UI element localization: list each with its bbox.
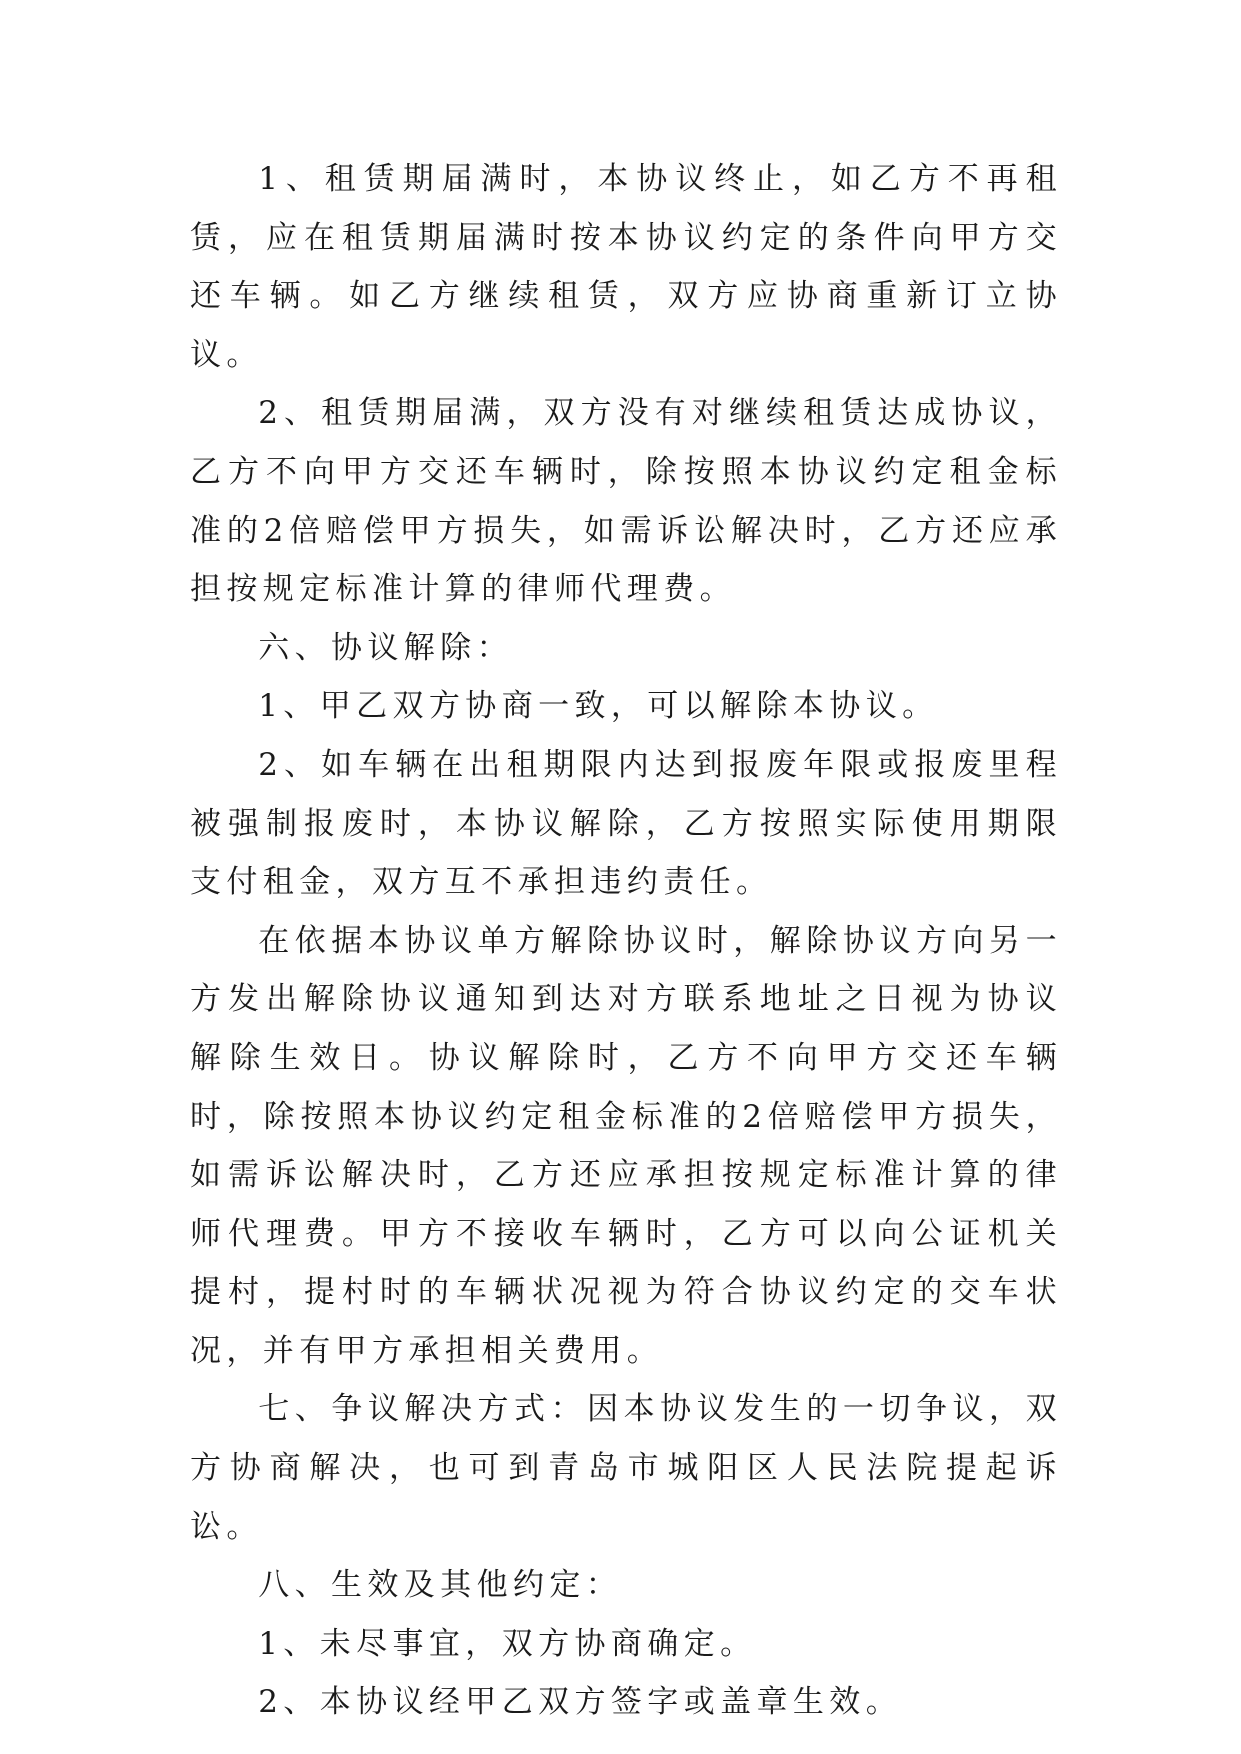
paragraph-unresolved-matters: 1、未尽事宜，双方协商确定。 (258, 1625, 757, 1662)
section-heading-termination: 六、协议解除： (258, 629, 513, 666)
document-body (190, 150, 1062, 1732)
paragraph-lease-expiry-return: 1、租赁期届满时，本协议终止，如乙方不再租赁，应在租赁期届满时按本协议约定的条件向甲方交还车辆。如乙方继续租赁，双方应协商重新订立协议。 (190, 161, 1062, 373)
section-dispute-resolution: 七、争议解决方式：因本协议发生的一切争议，双方协商解决，也可到青岛市城阳区人民法院提起诉讼。 (190, 1391, 1062, 1545)
paragraph-signature-effect: 2、本协议经甲乙双方签字或盖章生效。 (258, 1684, 903, 1721)
paragraph-scrapping-termination: 2、如车辆在出租期限内达到报废年限或报废里程被强制报废时，本协议解除，乙方按照实际使用期限支付租金，双方互不承担违约责任。 (190, 746, 1062, 901)
paragraph-unilateral-termination: 在依据本协议单方解除协议时，解除协议方向另一方发出解除协议通知到达对方联系地址之日视为协议解除生效日。协议解除时，乙方不向甲方交还车辆时，除按照本协议约定租金标准的2倍赔偿甲方损失，如需诉讼解决时，乙方还应承担按规定标准计算的律师代理费。甲方不接收车辆时，乙方可以向公证机关提村，提村时的车辆状况视为符合协议约定的交车状况，并有甲方承担相关费用。 (190, 922, 1062, 1369)
section-heading-effectiveness: 八、生效及其他约定： (258, 1567, 623, 1604)
paragraph-mutual-termination: 1、甲乙双方协商一致，可以解除本协议。 (258, 688, 939, 725)
paragraph-lease-expiry-compensation: 2、租赁期届满，双方没有对继续租赁达成协议，乙方不向甲方交还车辆时，除按照本协议约定租金标准的2倍赔偿甲方损失，如需诉讼解决时，乙方还应承担按规定标准计算的律师代理费。 (190, 395, 1062, 608)
